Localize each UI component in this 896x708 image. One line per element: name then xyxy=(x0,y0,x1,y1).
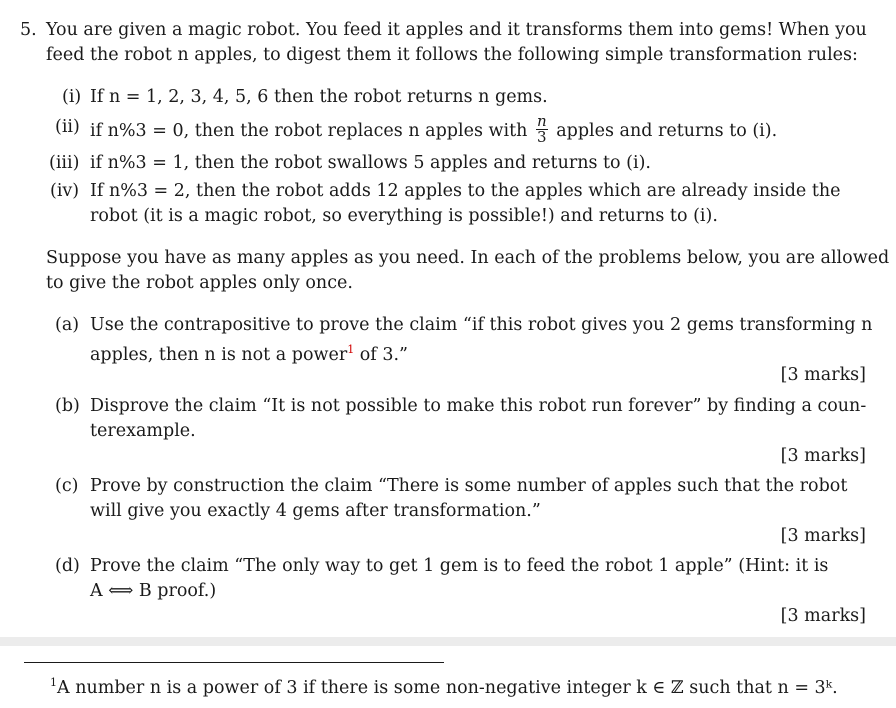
intro-line-1: You are given a magic robot. You feed it apples and it transforms them into gems! When you xyxy=(46,20,867,40)
part-a-line-1: Use the contrapositive to prove the claim “if this robot gives you 2 gems transforming n xyxy=(90,315,873,335)
footnote-divider xyxy=(24,662,444,663)
part-d-line-1: Prove the claim “The only way to get 1 gem is to feed the robot 1 apple” (Hint: it is xyxy=(90,556,829,576)
rule-iii-text: if n%3 = 1, then the robot swallows 5 apples and returns to (i). xyxy=(90,153,651,173)
part-a-line-2-start: apples, then n is not a power xyxy=(90,344,348,365)
part-b-label: (b) xyxy=(55,396,80,416)
intro-line-2: feed the robot n apples, to digest them it follows the following simple transformation rules: xyxy=(46,45,858,65)
part-c-label: (c) xyxy=(55,476,79,496)
part-c-line-1: Prove by construction the claim “There is some number of apples such that the robot xyxy=(90,476,848,496)
rule-i-text: If n = 1, 2, 3, 4, 5, 6 then the robot returns n gems. xyxy=(90,87,548,107)
part-b-line-2: terexample. xyxy=(90,421,196,441)
rule-ii-text-after: apples and returns to (i). xyxy=(556,121,778,141)
rule-ii-text xyxy=(90,112,778,147)
rule-ii-text-before: if n%3 = 0, then the robot replaces n apples with xyxy=(90,121,528,141)
footnote-text: A number n is a power of 3 if there is some non-negative integer k ∈ ℤ such that n = 3ᵏ. xyxy=(57,677,838,698)
rule-iii-label: (iii) xyxy=(49,153,80,173)
part-d-label: (d) xyxy=(55,556,80,576)
suppose-line-1: Suppose you have as many apples as you need. In each of the problems below, you are allowed xyxy=(46,248,890,268)
part-b-marks: [3 marks] xyxy=(780,446,866,466)
rule-iv-line-2: robot (it is a magic robot, so everything is possible!) and returns to (i). xyxy=(90,206,718,226)
part-c-marks: [3 marks] xyxy=(780,526,866,546)
part-b-line-1: Disprove the claim “It is not possible to make this robot run forever” by finding a coun- xyxy=(90,396,867,416)
suppose-line-2: to give the robot apples only once. xyxy=(46,273,353,293)
fraction-numerator: n xyxy=(536,112,547,130)
part-c-line-2: will give you exactly 4 gems after transformation.” xyxy=(90,501,541,521)
part-a-line-2-end: of 3.” xyxy=(354,344,408,365)
footnote-reference[interactable]: 1 xyxy=(347,343,355,356)
problem-number: 5. xyxy=(20,20,37,40)
part-a-label: (a) xyxy=(55,315,80,335)
part-a-marks: [3 marks] xyxy=(780,365,866,385)
footnote xyxy=(50,672,838,699)
part-d-line-2: A ⟺ B proof.) xyxy=(90,581,217,601)
fraction-denominator: 3 xyxy=(537,128,547,146)
rule-iv-line-1: If n%3 = 2, then the robot adds 12 apples to the apples which are already inside the xyxy=(90,181,841,201)
rule-iv-label: (iv) xyxy=(50,181,80,201)
rule-ii-label: (ii) xyxy=(55,117,80,137)
part-a-line-2 xyxy=(90,339,408,366)
footnote-mark: 1 xyxy=(50,676,57,689)
rule-i-label: (i) xyxy=(62,87,82,107)
fraction-n-over-3 xyxy=(536,114,548,145)
part-d-marks: [3 marks] xyxy=(780,606,866,626)
